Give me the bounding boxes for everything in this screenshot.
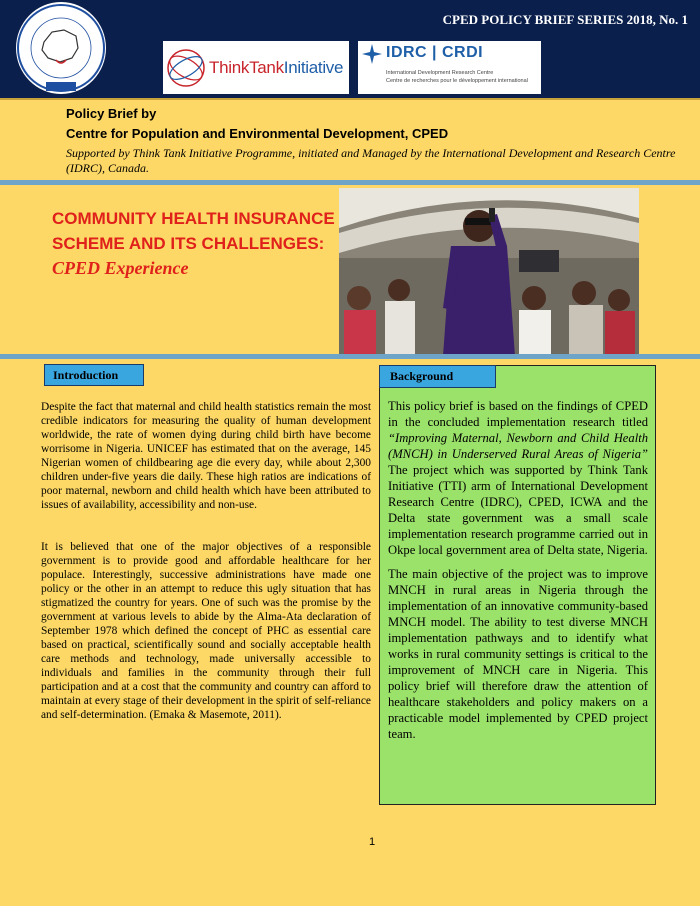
- idrc-logo: [358, 41, 541, 94]
- speaker-photo-image: [339, 188, 639, 356]
- introduction-paragraph-1: Despite the fact that maternal and child health statistics remain the most credible indicators for measuring the quality of human development worldwide, the rate of women dying during child birth have become worrisome in Nigeria. UNICEF has estimated that on the average, 145 Nigerian women of childbearing age die every day, while about 2,300 children under-five years die daily. These high ratios are indications of poor maternal, newborn and child health which have been attributed to issues of availability, accessibility and non-use.: [41, 401, 371, 511]
- background-paragraph-1b: The project which was supported by Think Tank Initiative (TTI) arm of International Development Research Centre (IDRC), CPED, ICWA and the Delta state government was a small scale implementation research programme carried out in Okpe local government area of Delta state, Nigeria.: [388, 463, 648, 557]
- idrc-star-icon: [362, 44, 382, 64]
- introduction-text: [41, 400, 371, 750]
- policy-brief-by: Policy Brief by: [66, 106, 157, 121]
- introduction-citation: (Emaka & Masemote, 2011).: [149, 709, 282, 721]
- background-text: [388, 398, 648, 750]
- brief-title: [52, 206, 342, 281]
- divider-middle: [0, 354, 700, 359]
- idrc-subtitle-en: International Development Research Centre: [386, 70, 494, 76]
- introduction-label: Introduction: [44, 364, 144, 386]
- brief-title-main: COMMUNITY HEALTH INSURANCE SCHEME AND ITS CHALLENGES:: [52, 209, 335, 253]
- background-label: Background: [379, 365, 496, 388]
- background-research-title: “Improving Maternal, Newborn and Child Health (MNCH) in Underserved Rural Areas of Nigeria”: [388, 431, 648, 461]
- brief-title-italic: CPED Experience: [52, 258, 189, 278]
- centre-name: Centre for Population and Environmental Development, CPED: [66, 126, 449, 141]
- tti-logo-part1: ThinkTank: [209, 57, 284, 77]
- supported-by: Supported by Think Tank Initiative Programme, initiated and Managed by the International Development and Research Centre (IDRC), Canada.: [66, 146, 676, 175]
- header-banner: [0, 0, 700, 100]
- series-title: CPED POLICY BRIEF SERIES 2018, No. 1: [442, 12, 688, 27]
- introduction-paragraph-2: It is believed that one of the major objectives of a responsible government is to provide good and affordable healthcare for her populace. Interestingly, successive administrations have made one policy or the other in an attempt to reduce this ugly situation that has stigmatized the country for years. One of such was the promise by the government at various levels to abide by the Alma-Ata declaration of September 1978 which defined the concept of PHC as essential care based on practical, scientifically sound and socially acceptable health care methods and technology, made universally accessible to individuals and families in the community through their full participation and at a cost that the community and country can afford to maintain at every stage of their development in the spirit of self-reliance and self-determination.: [41, 541, 371, 721]
- idrc-title: IDRC | CRDI: [386, 44, 484, 61]
- divider-top: [0, 180, 700, 185]
- event-photo: [339, 188, 639, 356]
- tti-logo-part2: Initiative: [283, 57, 344, 77]
- idrc-subtitle-fr: Centre de recherches pour le développement international: [386, 78, 528, 84]
- cped-logo: [16, 2, 106, 94]
- tti-logo: [163, 41, 349, 94]
- background-paragraph-1a: This policy brief is based on the findings of CPED in the concluded implementation research titled: [388, 399, 648, 429]
- tti-swirl-icon: [165, 47, 207, 89]
- page-number: 1: [369, 836, 376, 848]
- background-paragraph-2: The main objective of the project was to improve MNCH in rural areas in Nigeria through the implementation of an innovative community-based MNCH model. The ability to test diverse MNCH implementation pathways and to identify what works in rural community settings is critical to the improvement of MNCH care in Nigeria. This policy brief will therefore draw the attention of healthcare stakeholders and policy makers on a practicable model implemented by CPED project team.: [388, 567, 648, 741]
- cped-emblem-icon: [16, 2, 106, 94]
